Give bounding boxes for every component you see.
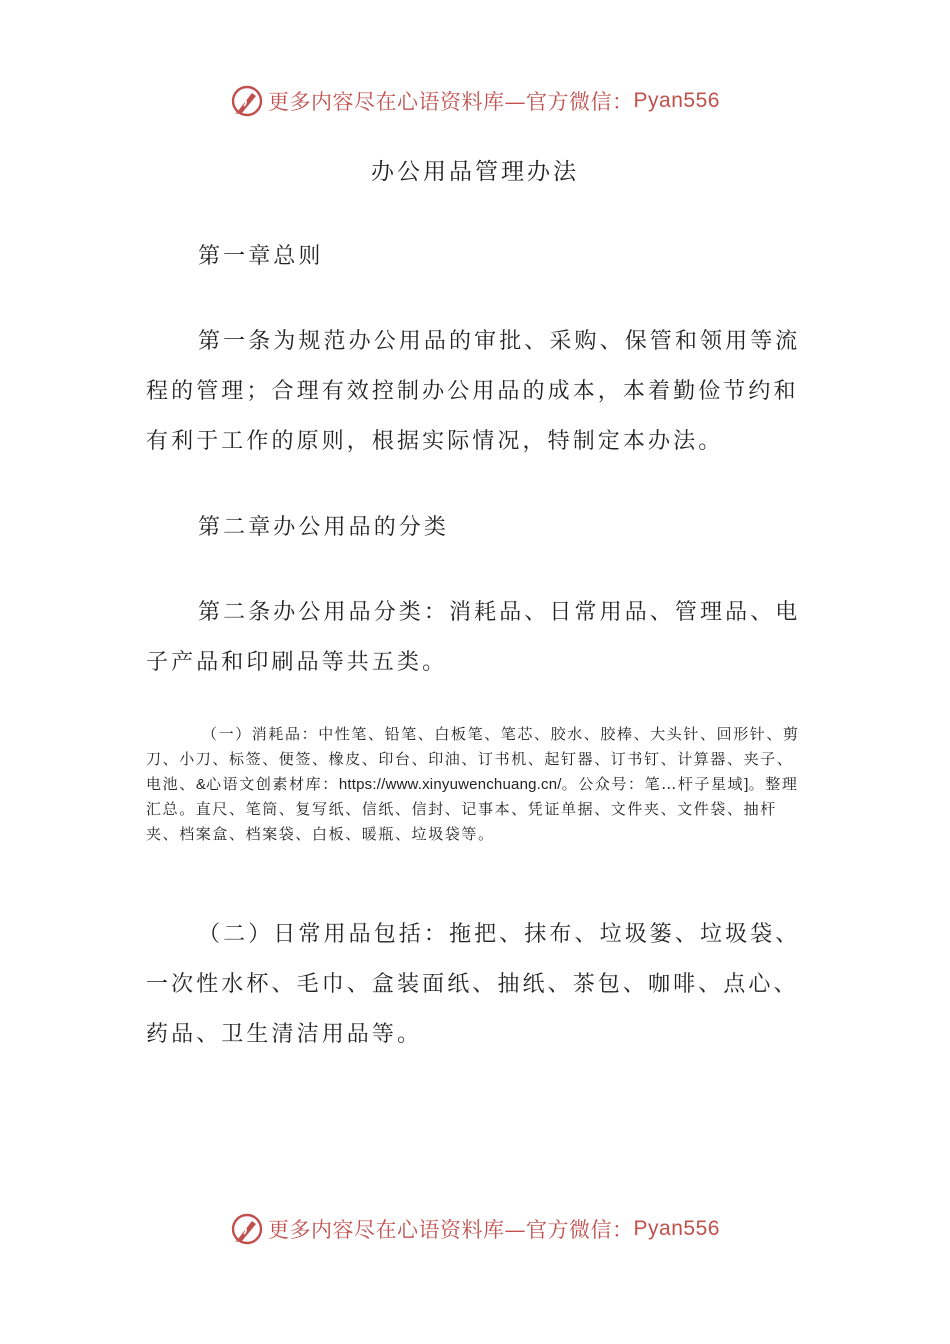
pen-logo-icon bbox=[230, 84, 264, 118]
watermark-wechat-id: Pyan556 bbox=[633, 1217, 720, 1240]
consumables-text-2: 心语文创素材库： bbox=[206, 775, 339, 793]
consumables-text-1: （一）消耗品：中性笔、铅笔、白板笔、笔芯、胶水、胶棒、大头针、回形针、剪刀、小刀、标签、便签、橡皮、印台、印油、订书机、起钉器、订书钉、计算器、夹子、电池、 bbox=[146, 725, 800, 793]
document-title: 办公用品管理办法 bbox=[371, 159, 579, 185]
pen-logo-icon bbox=[230, 1212, 264, 1246]
consumables-text-4: 。整理汇总。直尺、笔筒、复写纸、信纸、信封、记事本、凭证单据、文件夹、文件袋、抽杆夹、档案盒、档案袋、白板、暖瓶、垃圾袋等。 bbox=[146, 775, 799, 843]
footer-watermark bbox=[0, 1212, 950, 1246]
ampersand-text: & bbox=[195, 776, 207, 793]
chapter-1-heading: 第一章总则 bbox=[198, 244, 324, 269]
article-1-paragraph: 第一条为规范办公用品的审批、采购、保管和领用等流程的管理；合理有效控制办公用品的成本，本着勤俭节约和有利于工作的原则，根据实际情况，特制定本办法。 bbox=[146, 329, 801, 454]
bracket-text: ] bbox=[744, 776, 749, 793]
daily-supplies-paragraph: （二）日常用品包括：拖把、抹布、垃圾篓、垃圾袋、一次性水杯、毛巾、盒装面纸、抽纸、茶包、咖啡、点心、药品、卫生清洁用品等。 bbox=[146, 922, 801, 1047]
header-watermark bbox=[0, 84, 950, 118]
watermark-text: 更多内容尽在心语资料库—官方微信： bbox=[268, 90, 634, 114]
consumables-text-3: 。公众号：笔…杆子星域 bbox=[561, 775, 745, 793]
source-url-text: https://www.xinyuwenchuang.cn/ bbox=[338, 776, 562, 793]
chapter-2-heading: 第二章办公用品的分类 bbox=[198, 515, 450, 540]
article-2-paragraph: 第二条办公用品分类：消耗品、日常用品、管理品、电子产品和印刷品等共五类。 bbox=[146, 600, 801, 675]
consumables-paragraph bbox=[146, 722, 808, 847]
watermark-text: 更多内容尽在心语资料库—官方微信： bbox=[268, 1218, 634, 1242]
watermark-wechat-id: Pyan556 bbox=[633, 89, 720, 112]
